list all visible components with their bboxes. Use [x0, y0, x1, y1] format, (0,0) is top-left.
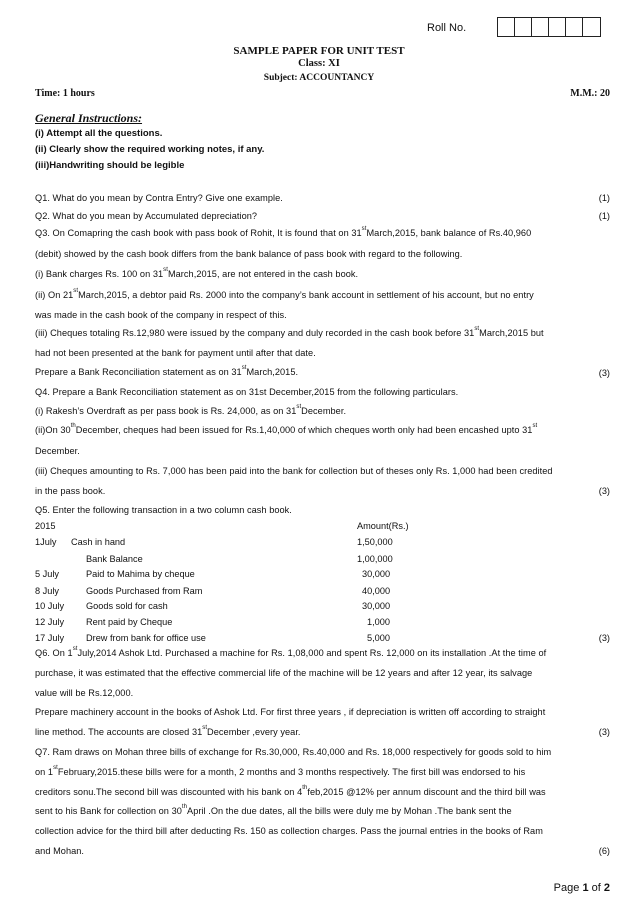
- cashbook-amount-header: Amount(Rs.): [357, 521, 409, 531]
- question-7-line: sent to his Bank for collection on 30thApril .On the due dates, all the bills were duly me by Mohan .The bank sent the: [35, 804, 512, 816]
- question-1: Q1. What do you mean by Contra Entry? Give one example.: [35, 193, 283, 203]
- question-7-line: creditors sonu.The second bill was discounted with his bank on 4thfeb,2015 @12% per annum discount and the third bill was: [35, 785, 546, 797]
- cashbook-date: 10 July: [35, 601, 65, 611]
- question-4-line: in the pass book.: [35, 486, 106, 496]
- question-7-marks: (6): [598, 846, 610, 856]
- question-7-line: collection advice for the third bill after deducting Rs. 150 as collection charges. Pass the journal entries in the books of Ram: [35, 826, 543, 836]
- cashbook-date: 17 July: [35, 633, 65, 643]
- time-label: Time: 1 hours: [35, 88, 95, 99]
- cashbook-desc: Drew from bank for office use: [86, 633, 206, 643]
- question-2-marks: (1): [598, 211, 610, 221]
- cashbook-amount: 1,50,000: [357, 537, 393, 547]
- question-3-line: had not been presented at the bank for payment until after that date.: [35, 348, 316, 358]
- cashbook-year: 2015: [35, 521, 56, 531]
- cashbook-desc: Rent paid by Cheque: [86, 617, 173, 627]
- cashbook-desc: Paid to Mahima by cheque: [86, 569, 195, 579]
- question-1-marks: (1): [598, 193, 610, 203]
- question-7-line: and Mohan.: [35, 846, 85, 856]
- cashbook-date: 8 July: [35, 586, 60, 596]
- cashbook-amount: 1,000: [367, 617, 390, 627]
- cashbook-date: 1July: [35, 537, 57, 547]
- question-6-line: value will be Rs.12,000.: [35, 688, 134, 698]
- cashbook-amount: 30,000: [362, 569, 391, 579]
- question-4-line: Q4. Prepare a Bank Reconciliation statement as on 31st December,2015 from the following particulars.: [35, 387, 459, 397]
- cashbook-desc: Bank Balance: [86, 554, 143, 564]
- instruction-item: (iii)Handwriting should be legible: [35, 160, 185, 171]
- cashbook-amount: 30,000: [362, 601, 391, 611]
- cashbook-date: 12 July: [35, 617, 65, 627]
- page-number: Page 1 of 2: [553, 882, 610, 894]
- cashbook-amount: 40,000: [362, 586, 391, 596]
- question-3-line: (debit) showed by the cash book differs from the bank balance of pass book with regard to the following.: [35, 249, 463, 259]
- question-4-line: (i) Rakesh’s Overdraft as per pass book is Rs. 24,000, as on 31stDecember.: [35, 404, 347, 416]
- question-3-line: Q3. On Comapring the cash book with pass book of Rohit, It is found that on 31stMarch,2015, bank balance of Rs.40,960: [35, 226, 532, 238]
- question-6-line: Prepare machinery account in the books of Ashok Ltd. For first three years , if depreciation is written off according to straight: [35, 707, 546, 717]
- subject-label: Subject: ACCOUNTANCY: [263, 73, 375, 83]
- question-3-line: (ii) On 21stMarch,2015, a debtor paid Rs. 2000 into the company’s bank account in settlement of his account, but no entry: [35, 288, 534, 300]
- question-3-marks: (3): [598, 368, 610, 378]
- roll-no-label: Roll No.: [427, 22, 467, 34]
- class-label: Class: XI: [298, 58, 340, 69]
- question-3-line: Prepare a Bank Reconciliation statement as on 31stMarch,2015.: [35, 365, 299, 377]
- question-5-line: Q5. Enter the following transaction in a two column cash book.: [35, 505, 292, 515]
- question-3-line: (iii) Cheques totaling Rs.12,980 were issued by the company and duly recorded in the cash book before 31stMarch,2015 but: [35, 326, 544, 338]
- question-2: Q2. What do you mean by Accumulated depreciation?: [35, 211, 258, 221]
- max-marks-label: M.M.: 20: [570, 88, 610, 99]
- question-5-marks: (3): [598, 633, 610, 643]
- cashbook-amount: 5,000: [367, 633, 390, 643]
- cashbook-date: 5 July: [35, 569, 60, 579]
- question-6-marks: (3): [598, 727, 610, 737]
- instruction-item: (i) Attempt all the questions.: [35, 128, 163, 139]
- question-4-line: December.: [35, 446, 80, 456]
- question-6-line: Q6. On 1stJuly,2014 Ashok Ltd. Purchased a machine for Rs. 1,08,000 and spent Rs. 12,000 on its installation .At the time of: [35, 646, 547, 658]
- cashbook-desc: Goods sold for cash: [86, 601, 168, 611]
- question-3-line: (i) Bank charges Rs. 100 on 31stMarch,2015, are not entered in the cash book.: [35, 267, 359, 279]
- instruction-item: (ii) Clearly show the required working notes, if any.: [35, 144, 265, 155]
- cashbook-desc: Goods Purchased from Ram: [86, 586, 203, 596]
- roll-no-boxes: [497, 17, 601, 37]
- question-6-line: line method. The accounts are closed 31stDecember ,every year.: [35, 725, 301, 737]
- question-6-line: purchase, it was estimated that the effective commercial life of the machine will be 12 years and after 12 year, its salvage: [35, 668, 533, 678]
- general-instructions-title: General Instructions:: [35, 111, 143, 125]
- cashbook-desc: Cash in hand: [71, 537, 126, 547]
- paper-title: SAMPLE PAPER FOR UNIT TEST: [233, 45, 405, 57]
- question-7-line: on 1stFebruary,2015.these bills were for a month, 2 months and 3 months respectively. The first bill was endorsed to his: [35, 765, 526, 777]
- question-4-line: (ii)On 30thDecember, cheques had been issued for Rs.1,40,000 of which cheques worth only had been encashed upto 31st: [35, 423, 538, 435]
- question-3-line: was made in the cash book of the company in respect of this.: [35, 310, 287, 320]
- cashbook-amount: 1,00,000: [357, 554, 393, 564]
- question-4-marks: (3): [598, 486, 610, 496]
- question-7-line: Q7. Ram draws on Mohan three bills of exchange for Rs.30,000, Rs.40,000 and Rs. 18,000 respectively for goods sold to him: [35, 747, 552, 757]
- question-4-line: (iii) Cheques amounting to Rs. 7,000 has been paid into the bank for collection but of theses only Rs. 1,000 had been credited: [35, 466, 553, 476]
